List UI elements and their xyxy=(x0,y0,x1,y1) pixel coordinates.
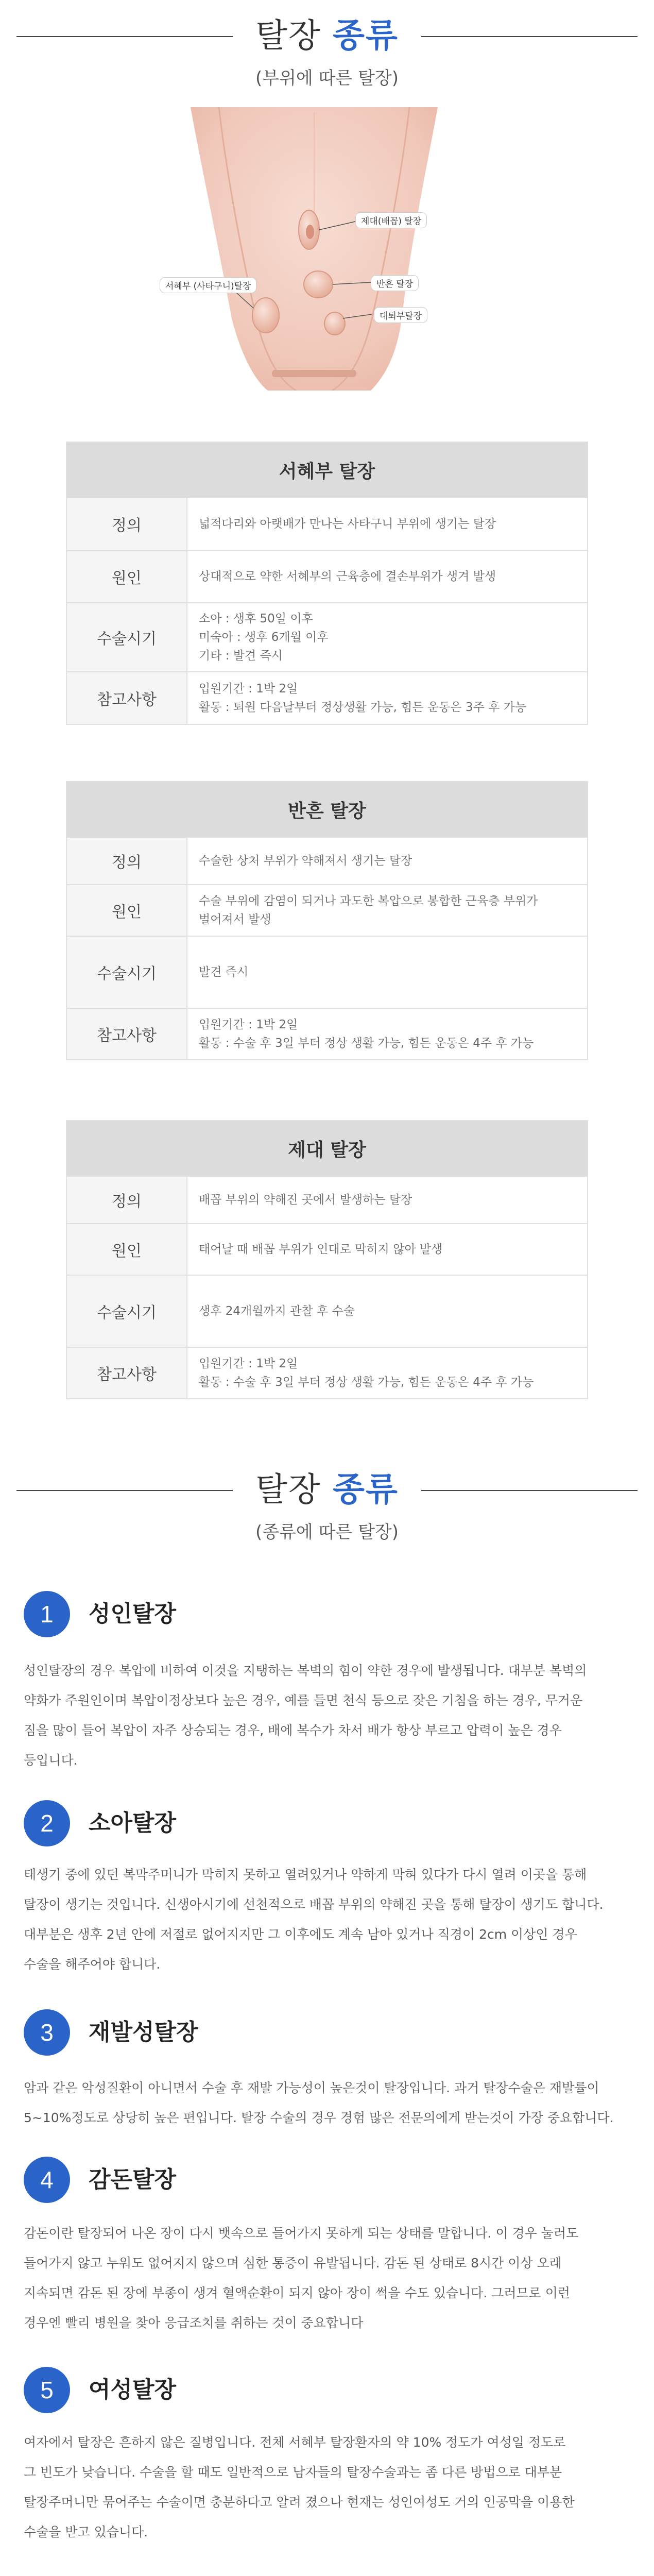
number-badge: 3 xyxy=(24,2009,70,2056)
item-title: 재발성탈장 xyxy=(89,2019,198,2045)
number-badge: 5 xyxy=(24,2367,70,2413)
item-title: 감돈탈장 xyxy=(89,2166,177,2193)
row-value xyxy=(187,936,588,1008)
label-inguinal-hernia: 서혜부 (사타구니)탈장 xyxy=(160,277,256,293)
section-title xyxy=(0,14,654,58)
row-value-line: 수술 부위에 감염이 되거나 과도한 복압으로 봉합한 근육층 부위가 xyxy=(199,894,538,908)
row-value xyxy=(187,498,588,550)
row-value xyxy=(187,1008,588,1060)
item-line: 수술을 해주어야 합니다. xyxy=(24,1957,161,1972)
abdomen-illustration xyxy=(170,102,458,391)
title-accent: 종류 xyxy=(333,17,399,55)
item-body xyxy=(24,2428,636,2547)
table-header: 제대 탈장 xyxy=(66,1121,588,1176)
row-label: 정의 xyxy=(66,498,187,550)
row-value xyxy=(187,1275,588,1347)
row-value-line: 미숙아 : 생후 6개월 이후 xyxy=(199,631,329,644)
row-value-line: 넓적다리와 아랫배가 만나는 사타구니 부위에 생기는 탈장 xyxy=(199,517,496,531)
table-incisional-hernia xyxy=(66,781,588,1060)
item-line: 태생기 중에 있던 복막주머니가 막히지 못하고 열려있거나 약하게 막혀 있다가 다시 열려 이곳을 통해 xyxy=(24,1867,587,1882)
section-subtitle: (부위에 따른 탈장) xyxy=(255,68,399,89)
abdomen-hernia-diagram xyxy=(165,102,458,391)
table-header: 서혜부 탈장 xyxy=(66,442,588,498)
row-value-line: 입원기간 : 1박 2일 xyxy=(199,682,298,696)
row-value-line: 입원기간 : 1박 2일 xyxy=(199,1357,298,1370)
row-label: 원인 xyxy=(66,550,187,603)
row-value-line: 상대적으로 약한 서혜부의 근육층에 결손부위가 생겨 발생 xyxy=(199,570,496,583)
row-value-line: 벌어져서 발생 xyxy=(199,913,271,926)
item-title: 여성탈장 xyxy=(89,2377,177,2403)
table-header: 반흔 탈장 xyxy=(66,782,588,837)
row-value xyxy=(187,1176,588,1224)
label-incisional-hernia: 반흔 탈장 xyxy=(371,275,419,291)
item-body xyxy=(24,2073,636,2133)
row-label: 참고사항 xyxy=(66,672,187,724)
item-line: 경우엔 빨리 병원을 찾아 응급조치를 취하는 것이 중요합니다 xyxy=(24,2315,364,2330)
row-value-line: 입원기간 : 1박 2일 xyxy=(199,1018,298,1031)
section-subtitle: (종류에 따른 탈장) xyxy=(255,1522,399,1543)
item-line: 탈장이 생기는 것입니다. 신생아시기에 선천적으로 배꼽 부위의 약해진 곳을 통해 탈장이 생기도 합니다. xyxy=(24,1897,604,1912)
row-label: 정의 xyxy=(66,1176,187,1224)
table-inguinal-hernia xyxy=(66,442,588,725)
row-value-line: 배꼽 부위의 약해진 곳에서 발생하는 탈장 xyxy=(199,1193,412,1207)
item-line: 5~10%정도로 상당히 높은 편입니다. 탈장 수술의 경우 경험 많은 전문의에게 받는것이 가장 중요합니다. xyxy=(24,2110,614,2125)
item-line: 약화가 주원인이며 복압이정상보다 높은 경우, 예를 들면 천식 등으로 잦은 기침을 하는 경우, 무거운 xyxy=(24,1693,583,1708)
item-line: 짐을 많이 들어 복압이 자주 상승되는 경우, 배에 복수가 차서 배가 항상 부르고 압력이 높은 경우 xyxy=(24,1723,562,1738)
row-value-line: 생후 24개월까지 관찰 후 수술 xyxy=(199,1304,355,1318)
row-value-line: 태어날 때 배꼽 부위가 인대로 막히지 않아 발생 xyxy=(199,1243,443,1256)
item-body xyxy=(24,1656,636,1775)
item-line: 수술을 받고 있습니다. xyxy=(24,2524,148,2539)
section-heading-by-type xyxy=(0,1468,654,1551)
row-label: 정의 xyxy=(66,837,187,885)
item-line: 지속되면 감돈 된 장에 부종이 생겨 혈액순환이 되지 않아 장이 썩을 수도 있습니다. 그러므로 이런 xyxy=(24,2285,571,2300)
item-body xyxy=(24,2218,636,2338)
row-label: 수술시기 xyxy=(66,603,187,672)
item-line: 여자에서 탈장은 흔하지 않은 질병입니다. 전체 서혜부 탈장환자의 약 10% 정도가 여성일 정도로 xyxy=(24,2435,566,2450)
row-value xyxy=(187,550,588,603)
row-value xyxy=(187,885,588,936)
row-value xyxy=(187,603,588,672)
section-heading-by-location xyxy=(0,14,654,97)
row-value xyxy=(187,837,588,885)
item-line: 성인탈장의 경우 복압에 비하여 이것을 지탱하는 복벽의 힘이 약한 경우에 발생됩니다. 대부분 복벽의 xyxy=(24,1663,587,1678)
row-value-line: 발견 즉시 xyxy=(199,965,249,979)
item-line: 감돈이란 탈장되어 나온 장이 다시 뱃속으로 들어가지 못하게 되는 상태를 말합니다. 이 경우 눌러도 xyxy=(24,2226,579,2241)
row-value xyxy=(187,1224,588,1275)
section-title xyxy=(0,1468,654,1512)
title-accent: 종류 xyxy=(333,1471,399,1509)
item-line: 대부분은 생후 2년 안에 저절로 없어지지만 그 이후에도 계속 남아 있거나 직경이 2cm 이상인 경우 xyxy=(24,1927,577,1942)
item-line: 탈장주머니만 묶어주는 수술이면 충분하다고 알려 졌으나 현재는 성인여성도 거의 인공막을 이용한 xyxy=(24,2495,575,2510)
table-umbilical-hernia xyxy=(66,1120,588,1399)
item-line: 그 빈도가 낮습니다. 수술을 할 때도 일반적으로 남자들의 탈장수술과는 좀 다른 방법으로 대부분 xyxy=(24,2465,562,2480)
row-value-line: 활동 : 퇴원 다음날부터 정상생활 가능, 힘든 운동은 3주 후 가능 xyxy=(199,701,527,714)
row-label: 원인 xyxy=(66,1224,187,1275)
row-value-line: 수술한 상처 부위가 약해져서 생기는 탈장 xyxy=(199,854,412,868)
number-badge: 2 xyxy=(24,1800,70,1846)
item-line: 들어가지 않고 누워도 없어지지 않으며 심한 통증이 유발됩니다. 감돈 된 상태로 8시간 이상 오래 xyxy=(24,2256,562,2270)
title-main: 탈장 xyxy=(255,17,321,55)
label-femoral-hernia: 대퇴부탈장 xyxy=(374,307,427,323)
row-label: 참고사항 xyxy=(66,1347,187,1399)
row-value-line: 소아 : 생후 50일 이후 xyxy=(199,612,313,625)
row-value-line: 활동 : 수술 후 3일 부터 정상 생활 가능, 힘든 운동은 4주 후 가능 xyxy=(199,1376,534,1389)
label-umbilical-hernia: 제대(배꼽) 탈장 xyxy=(355,212,427,228)
item-title: 소아탈장 xyxy=(89,1810,177,1836)
row-value-line: 기타 : 발견 즉시 xyxy=(199,649,283,663)
row-label: 원인 xyxy=(66,885,187,936)
row-label: 수술시기 xyxy=(66,936,187,1008)
title-main: 탈장 xyxy=(255,1471,321,1509)
row-value xyxy=(187,672,588,724)
row-label: 참고사항 xyxy=(66,1008,187,1060)
item-title: 성인탈장 xyxy=(89,1601,177,1627)
row-value-line: 활동 : 수술 후 3일 부터 정상 생활 가능, 힘든 운동은 4주 후 가능 xyxy=(199,1037,534,1050)
number-badge: 4 xyxy=(24,2157,70,2203)
row-label: 수술시기 xyxy=(66,1275,187,1347)
item-body xyxy=(24,1860,636,1979)
item-line: 암과 같은 악성질환이 아니면서 수술 후 재발 가능성이 높은것이 탈장입니다. 과거 탈장수술은 재발률이 xyxy=(24,2080,599,2095)
row-value xyxy=(187,1347,588,1399)
item-line: 등입니다. xyxy=(24,1753,78,1768)
number-badge: 1 xyxy=(24,1591,70,1637)
